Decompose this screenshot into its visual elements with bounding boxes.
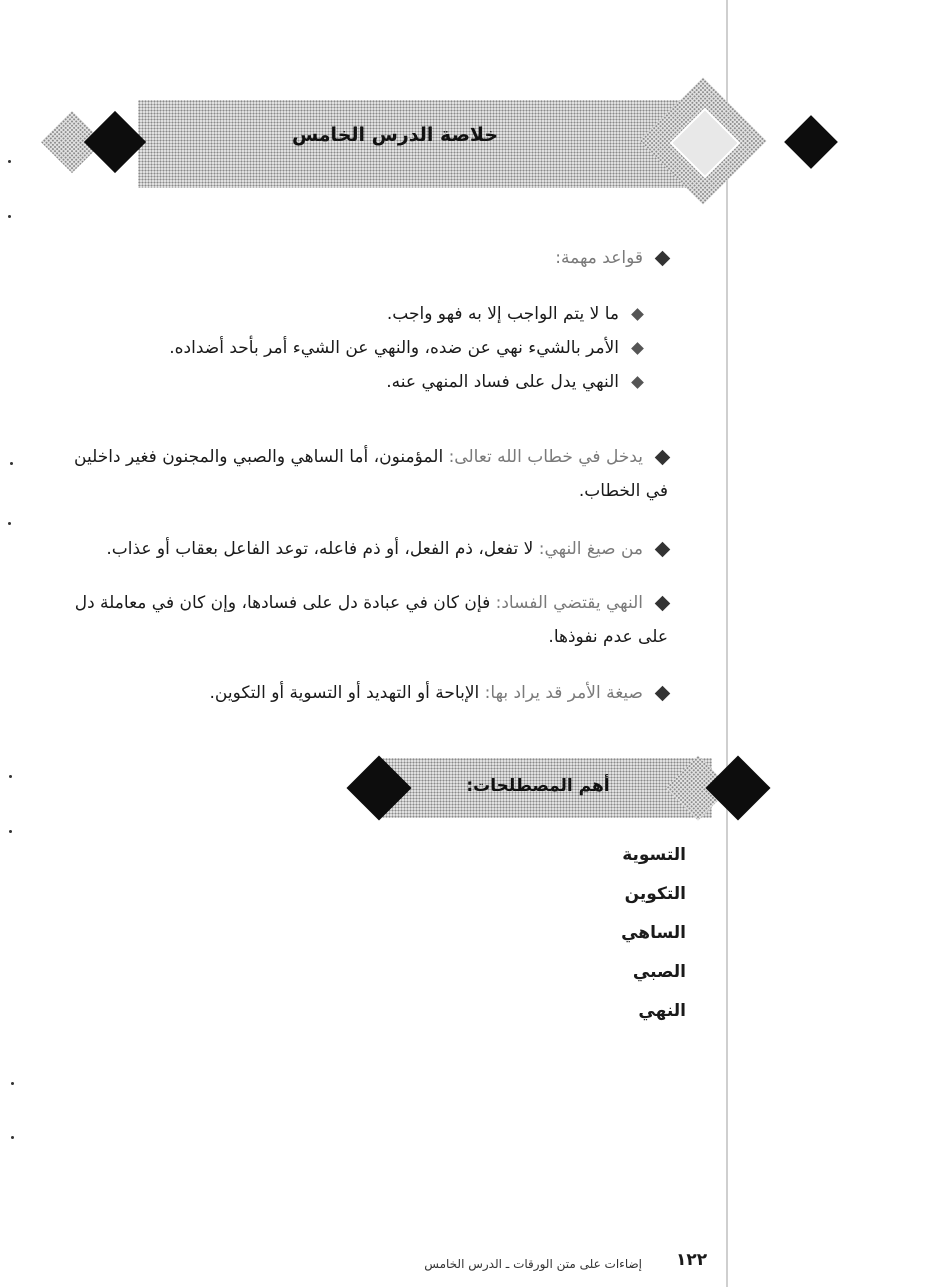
rule-text: ما لا يتم الواجب إلا به فهو واجب. xyxy=(386,304,619,324)
point-text: لا تفعل، ذم الفعل، أو ذم فاعله، توعد الفاعل بعقاب أو عذاب. xyxy=(106,539,539,559)
diamond-bullet-icon xyxy=(655,541,671,557)
terms-banner-title: أهم المصطلحات: xyxy=(466,776,610,796)
point-lead: النهي يقتضي الفساد: xyxy=(495,593,643,613)
point-text: الإباحة أو التهديد أو التسوية أو التكوين. xyxy=(209,683,485,703)
term-item: الصبي xyxy=(632,962,686,982)
point-lead: من صيغ النهي: xyxy=(538,539,643,559)
term-item: النهي xyxy=(638,1001,686,1021)
rule-item xyxy=(387,304,642,324)
banner-diamond-black-left xyxy=(84,111,146,173)
rules-heading-row xyxy=(555,248,668,268)
term-item: التكوين xyxy=(624,884,686,904)
point-paragraph xyxy=(68,532,668,566)
term-item: الساهي xyxy=(621,923,686,943)
point-paragraph xyxy=(68,440,668,508)
page-number: ١٢٢ xyxy=(676,1250,708,1270)
point-lead: صيغة الأمر قد يراد بها: xyxy=(484,683,643,703)
diamond-bullet-icon xyxy=(631,308,644,321)
margin-mark xyxy=(9,830,12,833)
point-paragraph xyxy=(68,586,668,654)
page-edge-line xyxy=(726,0,728,1287)
margin-mark xyxy=(8,160,11,163)
margin-mark xyxy=(11,1082,14,1085)
margin-mark xyxy=(11,1136,14,1139)
diamond-bullet-icon xyxy=(655,685,671,701)
rules-heading: قواعد مهمة: xyxy=(555,248,643,268)
diamond-bullet-icon xyxy=(655,595,671,611)
margin-mark xyxy=(9,775,12,778)
rule-text: النهي يدل على فساد المنهي عنه. xyxy=(386,372,619,392)
diamond-bullet-icon xyxy=(655,250,671,266)
diamond-bullet-icon xyxy=(631,342,644,355)
diamond-bullet-icon xyxy=(631,376,644,389)
rule-item xyxy=(386,372,642,392)
margin-mark xyxy=(8,522,11,525)
banner-diamond-black-right xyxy=(705,755,770,820)
point-lead: يدخل في خطاب الله تعالى: xyxy=(448,447,643,467)
summary-banner-title: خلاصة الدرس الخامس xyxy=(291,124,499,146)
diamond-bullet-icon xyxy=(655,449,671,465)
rule-item xyxy=(169,338,642,358)
banner-diamond-black-right xyxy=(784,115,838,169)
point-text: فإن كان في عبادة دل على فسادها، وإن كان في معاملة دل على عدم نفوذها. xyxy=(74,593,668,647)
margin-mark xyxy=(8,215,11,218)
margin-mark xyxy=(10,462,13,465)
point-paragraph xyxy=(68,676,668,710)
point-text: المؤمنون، أما الساهي والصبي والمجنون فغير داخلين في الخطاب. xyxy=(74,447,668,501)
term-item: التسوية xyxy=(622,845,686,865)
running-title: إضاءات على متن الورقات ـ الدرس الخامس xyxy=(424,1257,642,1271)
rule-text: الأمر بالشيء نهي عن ضده، والنهي عن الشيء أمر بأحد أضداده. xyxy=(169,338,619,358)
